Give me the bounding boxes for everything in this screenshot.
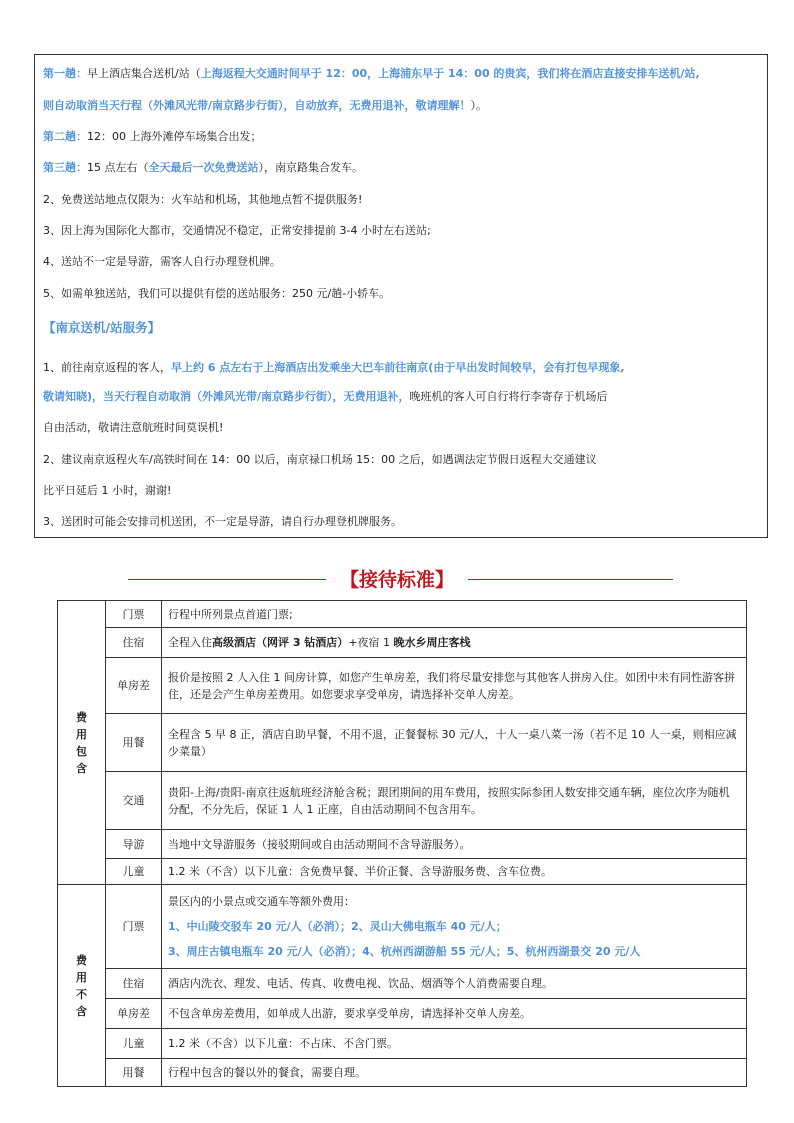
row-content: 报价是按照 2 人入住 1 间房计算，如您产生单房差，我们将尽量安排您与其他客人拼房入住。如团中未有同性游客拼住，还是会产生单房差费用。如您要求享受单房，请选择补交单人房差。	[162, 658, 747, 714]
transfer-service-box	[34, 54, 768, 538]
row-label: 住宿	[106, 628, 162, 658]
table-row	[58, 1029, 747, 1059]
transfer-line-8: 5、如需单独送站，我们可以提供有偿的送站服务：250 元/趟-小轿车。	[43, 287, 391, 300]
title-rule-left	[128, 579, 326, 580]
row-content: 不包含单房差费用，如单成人出游，要求享受单房，请选择补交单人房差。	[162, 999, 747, 1029]
row-label: 用餐	[106, 1059, 162, 1087]
row-content: 行程中所列景点首道门票;	[162, 601, 747, 628]
transfer-line-11: 自由活动，敬请注意航班时间莫误机!	[43, 421, 224, 434]
title-rule-right	[468, 579, 673, 580]
row-content: 全程入住高级酒店（网评 3 钻酒店）+夜宿 1 晚水乡周庄客栈	[162, 628, 747, 658]
row-content: 贵阳-上海/贵阳-南京往返航班经济舱含税；跟团期间的用车费用，按照实际参团人数安排交通车辆，座位次序为随机分配，不分先后，保证 1 人 1 正座，自由活动期间不包含用车。	[162, 772, 747, 830]
transfer-line-6: 3、因上海为国际化大都市，交通情况不稳定，正常安排提前 3-4 小时左右送站;	[43, 224, 431, 237]
row-label: 用餐	[106, 714, 162, 772]
table-row	[58, 999, 747, 1029]
row-content: 酒店内洗衣、理发、电话、传真、收费电视、饮品、烟酒等个人消费需要自理。	[162, 969, 747, 999]
row-label: 门票	[106, 885, 162, 969]
row-content: 全程含 5 早 8 正，酒店自助早餐，不用不退，正餐餐标 30 元/人，十人一桌八菜一汤（若不足 10 人一桌，则相应减少菜量）	[162, 714, 747, 772]
row-content: 当地中文导游服务（接驳期间或自由活动期间不含导游服务）。	[162, 830, 747, 859]
row-label: 单房差	[106, 658, 162, 714]
row-content: 1.2 米（不含）以下儿童：含免费早餐、半价正餐、含导游服务费、含车位费。	[162, 859, 747, 885]
transfer-line-12: 2、建议南京返程火车/高铁时间在 14：00 以后，南京禄口机场 15：00 之后，如遇调法定节假日返程大交通建议	[43, 453, 597, 466]
transfer-line-7: 4、送站不一定是导游，需客人自行办理登机牌。	[43, 255, 281, 268]
row-label: 住宿	[106, 969, 162, 999]
row-label: 导游	[106, 830, 162, 859]
row-content: 景区内的小景点或交通车等额外费用： 1、中山陵交驳车 20 元/人（必消）；2、灵山大佛电瓶车 40 元/人； 3、周庄古镇电瓶车 20 元/人（必消）；4、杭州西湖游船 55 元/人；5、杭州西湖景交 20 元/人	[162, 885, 747, 969]
transfer-line-3: 第二趟：12：00 上海外滩停车场集合出发；	[43, 130, 262, 143]
included-category-label: 费 用 包 含	[58, 601, 106, 885]
table-row	[58, 658, 747, 714]
transfer-line-13: 比平日延后 1 小时，谢谢!	[43, 484, 172, 497]
row-content: 行程中包含的餐以外的餐食，需要自理。	[162, 1059, 747, 1087]
table-row	[58, 628, 747, 658]
table-row	[58, 885, 747, 969]
section-title: 【接待标准】	[339, 569, 454, 591]
reception-standard-title	[0, 566, 794, 594]
transfer-line-10: 敬请知晓)，当天行程自动取消（外滩风光带/南京路步行街），无费用退补，晚班机的客人可自行将行李寄存于机场后	[43, 390, 608, 403]
row-content: 1.2 米（不含）以下儿童：不占床、不含门票。	[162, 1029, 747, 1059]
table-row	[58, 714, 747, 772]
row-label: 儿童	[106, 859, 162, 885]
transfer-line-1: 第一趟：早上酒店集合送机/站（上海返程大交通时间早于 12：00，上海浦东早于 14：00 的贵宾，我们将在酒店直接安排车送机/站,	[43, 67, 700, 80]
transfer-line-14: 3、送团时可能会安排司机送团，不一定是导游，请自行办理登机牌服务。	[43, 515, 402, 528]
transfer-line-5: 2、免费送站地点仅限为：火车站和机场，其他地点暂不提供服务!	[43, 193, 363, 206]
transfer-line-4: 第三趟：15 点左右（全天最后一次免费送站），南京路集合发车。	[43, 161, 363, 174]
transfer-line-9: 1、前往南京返程的客人，早上约 6 点左右于上海酒店出发乘坐大巴车前往南京(由于早出发时间较早，会有打包早现象,	[43, 361, 625, 374]
excluded-category-label: 费 用 不 含	[58, 885, 106, 1087]
table-row	[58, 1059, 747, 1087]
table-row	[58, 969, 747, 999]
table-row	[58, 859, 747, 885]
table-row	[58, 772, 747, 830]
transfer-line-2: 则自动取消当天行程（外滩风光带/南京路步行街），自动放弃，无费用退补，敬请理解！）。	[43, 99, 488, 112]
row-label: 交通	[106, 772, 162, 830]
reception-standard-table	[57, 600, 747, 1087]
row-label: 门票	[106, 601, 162, 628]
table-row	[58, 601, 747, 628]
row-label: 儿童	[106, 1029, 162, 1059]
nanjing-transfer-heading: 【南京送机/站服务】	[43, 321, 161, 335]
table-row	[58, 830, 747, 859]
row-label: 单房差	[106, 999, 162, 1029]
